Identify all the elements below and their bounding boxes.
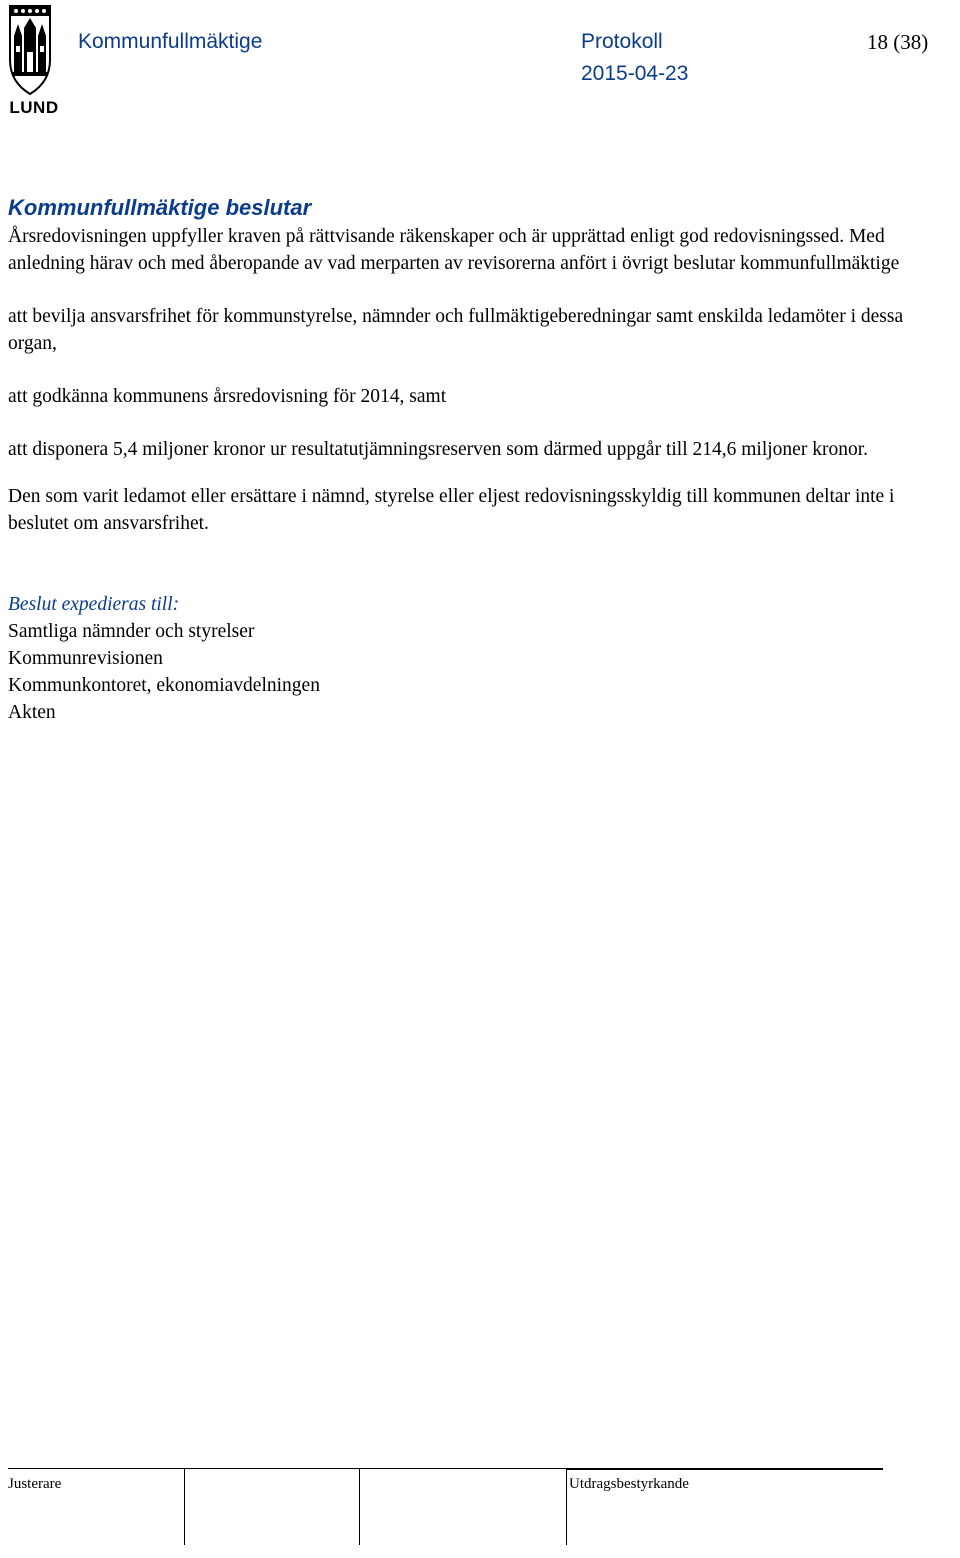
adjuster-label: Justerare (8, 1476, 62, 1492)
header-date: 2015-04-23 (581, 62, 689, 85)
distribution-recipient: Akten (8, 702, 56, 723)
logo-text: LUND (9, 98, 59, 117)
protocol-body (8, 193, 953, 726)
distribution-recipient: Kommunkontoret, ekonomiavdelningen (8, 675, 320, 696)
footer-divider (566, 1468, 883, 1470)
decision-point: att godkänna kommunens årsredovisning för 2014, samt (8, 386, 447, 407)
lund-coat-of-arms-icon (4, 2, 56, 98)
distribution-list (8, 618, 953, 726)
lund-logo (4, 2, 59, 120)
signature-footer (8, 1468, 883, 1548)
header-organization: Kommunfullmäktige (78, 30, 263, 53)
decision-point: att bevilja ansvarsfrihet för kommunstyrelse, nämnder och fullmäktigeberedningar samt enskilda ledamöter i dessa organ, (8, 306, 904, 354)
decision-heading: Kommunfullmäktige beslutar (8, 195, 312, 220)
distribution-section (8, 591, 953, 726)
signature-box-divider (566, 1469, 567, 1545)
decision-note: Den som varit ledamot eller ersättare i nämnd, styrelse eller eljest redovisningsskyldig till kommunen deltar inte i beslutet om ansvarsfrihet. (8, 486, 895, 534)
footer-divider (8, 1468, 566, 1469)
distribution-recipient: Samtliga nämnder och styrelser (8, 621, 255, 642)
distribution-recipient: Kommunrevisionen (8, 648, 163, 669)
signature-box-divider (184, 1469, 185, 1545)
signature-box-divider (359, 1469, 360, 1545)
header-document-type: Protokoll (581, 30, 663, 53)
decision-point: att disponera 5,4 miljoner kronor ur resultatutjämningsreserven som därmed uppgår till 214,6 miljoner kronor. (8, 439, 868, 460)
distribution-title: Beslut expedieras till: (8, 594, 180, 615)
certification-label: Utdragsbestyrkande (569, 1476, 689, 1492)
decision-intro: Årsredovisningen uppfyller kraven på rättvisande räkenskaper och är upprättad enligt god redovisningssed. Med anledning härav och med åberopande av vad merparten av revisorerna anfört i övrigt beslutar kommunfullmäktige (8, 226, 900, 274)
header-page-number: 18 (38) (867, 30, 929, 54)
